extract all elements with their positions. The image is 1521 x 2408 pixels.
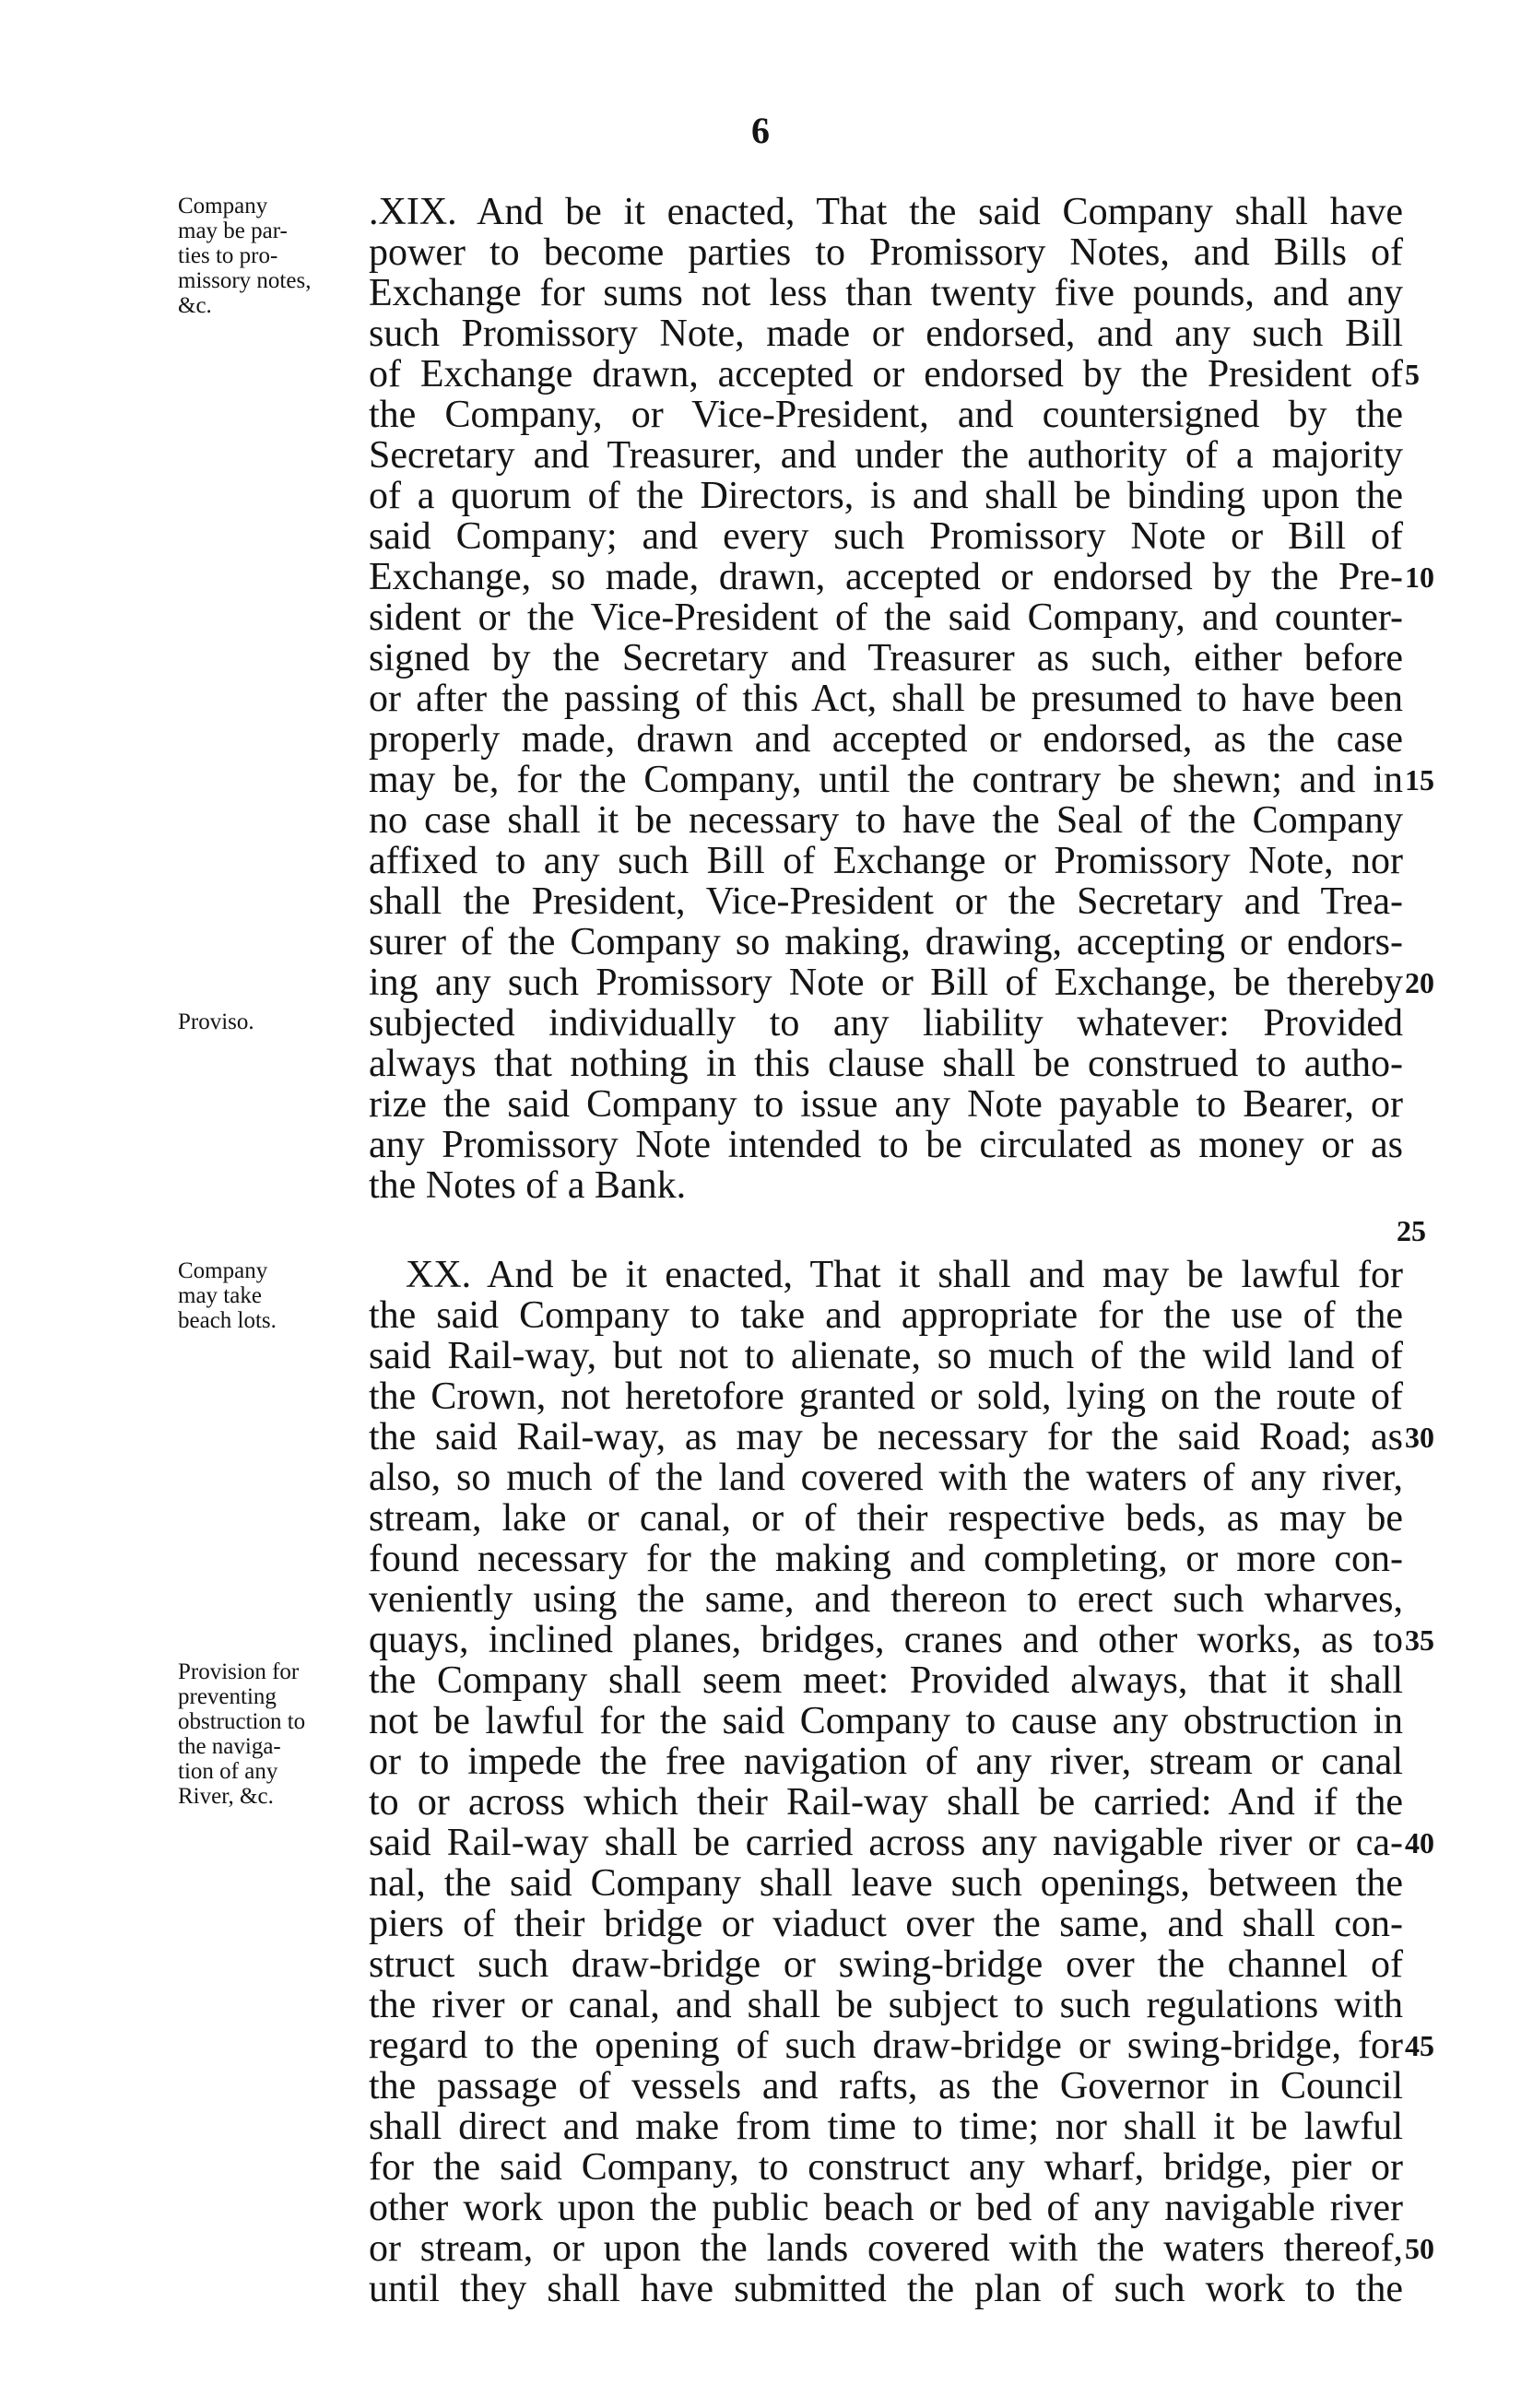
text-line: not be lawful for the said Company to cause any obstruction in (369, 1700, 1403, 1742)
text-line: the Crown, not heretofore granted or sold, lying on the route of (369, 1375, 1403, 1418)
text-line: rize the said Company to issue any Note payable to Bearer, or (369, 1083, 1403, 1126)
margin-note-line: may take (178, 1283, 262, 1308)
line-number: 30 (1405, 1421, 1434, 1454)
margin-note-beach-lots (178, 1258, 353, 1333)
margin-note-line: &c. (178, 293, 212, 318)
line-number: 40 (1405, 1826, 1434, 1859)
text-line: such Promissory Note, made or endorsed, and any such Bill (369, 313, 1403, 355)
text-line: or after the passing of this Act, shall be presumed to have been (369, 678, 1403, 720)
text-line: found necessary for the making and completing, or more con- (369, 1538, 1403, 1580)
text-line: Exchange for sums not less than twenty five pounds, and any (369, 272, 1403, 314)
text-line: properly made, drawn and accepted or endorsed, as the case (369, 718, 1403, 761)
text-line: for the said Company, to construct any wharf, bridge, pier or (369, 2146, 1403, 2189)
page-number: 6 (751, 110, 770, 151)
text-line: said Company; and every such Promissory Note or Bill of (369, 515, 1403, 558)
margin-note-line: beach lots. (178, 1308, 277, 1333)
margin-note-line: ties to pro- (178, 243, 278, 268)
text-line: Secretary and Treasurer, and under the authority of a majority (369, 434, 1403, 477)
text-line: struct such draw-bridge or swing-bridge over the channel of (369, 1943, 1403, 1986)
text-line: any Promissory Note intended to be circulated as money or as (369, 1124, 1403, 1166)
margin-note-line: Company (178, 1258, 268, 1283)
line-number: 20 (1405, 966, 1434, 999)
margin-note-promissory-notes (178, 194, 353, 318)
text-line: the said Rail-way, as may be necessary for the said Road; as (369, 1416, 1403, 1458)
text-line: may be, for the Company, until the contrary be shewn; and in (369, 759, 1403, 801)
text-line: or stream, or upon the lands covered with the waters thereof, (369, 2227, 1403, 2270)
margin-note-navigation (178, 1659, 353, 1809)
text-line: ing any such Promissory Note or Bill of Exchange, be thereby (369, 962, 1403, 1004)
line-number: 5 (1405, 358, 1420, 391)
line-number: 35 (1405, 1623, 1434, 1657)
margin-note-line: obstruction to (178, 1709, 306, 1734)
line-number: 50 (1405, 2232, 1434, 2265)
text-line: stream, lake or canal, or of their respective beds, as may be (369, 1497, 1403, 1540)
text-line: Exchange, so made, drawn, accepted or endorsed by the Pre- (369, 556, 1403, 598)
margin-note-line: tion of any (178, 1759, 278, 1784)
text-line: to or across which their Rail-way shall be carried: And if the (369, 1781, 1403, 1824)
margin-note-proviso (178, 1009, 353, 1034)
margin-note-line: Company (178, 194, 268, 218)
text-line: other work upon the public beach or bed of any navigable river (369, 2187, 1403, 2229)
text-line: no case shall it be necessary to have the Seal of the Company (369, 799, 1403, 842)
text-line: the river or canal, and shall be subject to such regulations with (369, 1984, 1403, 2026)
text-line: surer of the Company so making, drawing, accepting or endors- (369, 921, 1403, 963)
margin-note-line: preventing (178, 1684, 277, 1709)
text-line: piers of their bridge or viaduct over the same, and shall con- (369, 1903, 1403, 1945)
line-number: 25 (1397, 1214, 1426, 1247)
text-line: shall direct and make from time to time; nor shall it be lawful (369, 2106, 1403, 2148)
text-line: said Rail-way shall be carried across any navigable river or ca- (369, 1822, 1403, 1864)
text-line: veniently using the same, and thereon to erect such wharves, (369, 1578, 1403, 1621)
margin-note-line: Provision for (178, 1659, 300, 1684)
line-number: 45 (1405, 2029, 1434, 2062)
margin-note-line: the naviga- (178, 1734, 281, 1759)
text-line: regard to the opening of such draw-bridge or swing-bridge, for (369, 2024, 1403, 2067)
margin-note-line: River, &c. (178, 1784, 274, 1809)
line-number: 15 (1405, 763, 1434, 797)
text-line: said Rail-way, but not to alienate, so much of the wild land of (369, 1335, 1403, 1377)
text-line: the said Company to take and appropriate for the use of the (369, 1294, 1403, 1337)
text-line: shall the President, Vice-President or the Secretary and Trea- (369, 880, 1403, 923)
text-line: the Company, or Vice-President, and countersigned by the (369, 394, 1403, 436)
text-line: also, so much of the land covered with the waters of any river, (369, 1457, 1403, 1499)
margin-note-line: Proviso. (178, 1009, 254, 1034)
text-line: signed by the Secretary and Treasurer as such, either before (369, 637, 1403, 679)
text-line: subjected individually to any liability whatever: Provided (369, 1002, 1403, 1045)
text-line: quays, inclined planes, bridges, cranes and other works, as to (369, 1619, 1403, 1661)
text-line: the passage of vessels and rafts, as the Governor in Council (369, 2065, 1403, 2107)
text-line: nal, the said Company shall leave such openings, between the (369, 1862, 1403, 1905)
text-line: affixed to any such Bill of Exchange or Promissory Note, nor (369, 840, 1403, 882)
text-line: sident or the Vice-President of the said Company, and counter- (369, 596, 1403, 639)
text-line: or to impede the free navigation of any river, stream or canal (369, 1741, 1403, 1783)
text-line: of Exchange drawn, accepted or endorsed by the President of (369, 353, 1403, 395)
text-line: power to become parties to Promissory Notes, and Bills of (369, 231, 1403, 274)
margin-note-line: may be par- (178, 218, 288, 243)
text-line: XX. And be it enacted, That it shall and may be lawful for (406, 1254, 1403, 1296)
margin-note-line: missory notes, (178, 268, 312, 293)
text-line: the Notes of a Bank. (369, 1164, 687, 1207)
line-number: 10 (1405, 561, 1434, 594)
text-line: always that nothing in this clause shall be construed to autho- (369, 1043, 1403, 1085)
text-line: .XIX. And be it enacted, That the said Company shall have (369, 191, 1403, 233)
text-line: the Company shall seem meet: Provided always, that it shall (369, 1659, 1403, 1702)
text-line: of a quorum of the Directors, is and shall be binding upon the (369, 475, 1403, 517)
text-line: until they shall have submitted the plan of such work to the (369, 2268, 1403, 2310)
